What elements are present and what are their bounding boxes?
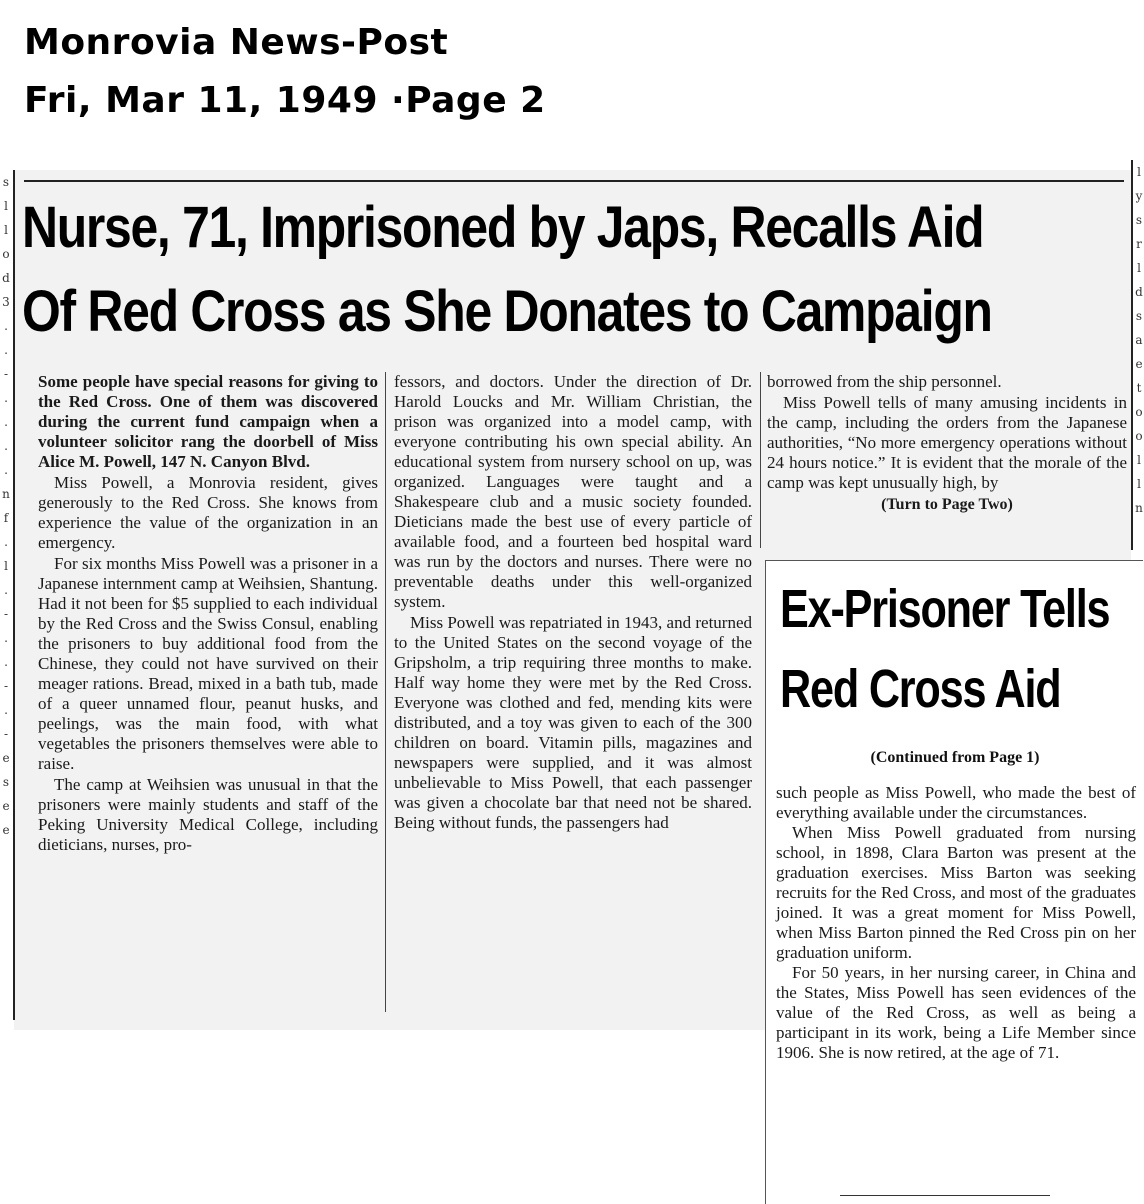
newspaper-name: Monrovia News-Post <box>24 22 449 63</box>
headline-line-2: Of Red Cross as She Donates to Campaign <box>22 279 992 344</box>
masthead <box>24 14 546 130</box>
column-divider <box>385 372 386 1012</box>
margin-fragment: f <box>3 511 9 525</box>
margin-fragment: - <box>3 679 9 693</box>
margin-fragment: n <box>2 487 10 501</box>
paragraph: For 50 years, in her nursing career, in China and the States, Miss Powell has seen evidences of the value of the Red Cross, as well as being a participant in its work, being a Life Member since 1906. She is now retired, at the age of 71. <box>776 963 1136 1062</box>
margin-fragment: . <box>4 535 8 549</box>
paragraph: Miss Powell was repatriated in 1943, and returned to the United States on the second voyage of the Gripsholm, a trip requiring three months to make. Half way home they were met by the Red Cross. Everyone was clothed and fed, mending kits were distributed, and a toy was given to each of the 300 children on board. Vitamin pills, magazines and newspapers were supplied, and it was almost unbelievable to Miss Powell, that each passenger was given a chocolate bar that need not be shared. Being without funds, the passengers had <box>394 613 752 832</box>
article-column-3 <box>767 372 1127 515</box>
continued-from-label: (Continued from Page 1) <box>870 749 1040 766</box>
continuation-headline-line-1: Ex-Prisoner Tells <box>780 579 1110 639</box>
continuation-headline-line-2: Red Cross Aid <box>780 659 1061 719</box>
margin-fragment: s <box>2 175 10 189</box>
margin-fragment: n <box>1135 501 1143 515</box>
margin-fragment: r <box>1136 237 1142 251</box>
left-margin-fragments <box>0 170 12 1020</box>
paragraph: such people as Miss Powell, who made the best of everything available under the circumstances. <box>776 783 1136 822</box>
margin-fragment: 3 <box>2 295 10 309</box>
margin-fragment: - <box>3 727 9 741</box>
left-column-rule <box>13 170 15 1020</box>
paragraph: The camp at Weihsien was unusual in that the prisoners were mainly students and staff of the Peking University Medical College, including dieticians, nurses, pro- <box>38 775 378 854</box>
lead-paragraph: Some people have special reasons for giving to the Red Cross. One of them was discovered during the current fund campaign when a volunteer solicitor rang the doorbell of Miss Alice M. Powell, 147 N. Canyon Blvd. <box>38 372 378 471</box>
end-rule <box>840 1195 1050 1196</box>
margin-fragment: l <box>4 559 8 573</box>
margin-fragment: o <box>1135 405 1143 419</box>
margin-fragment: o <box>1135 429 1143 443</box>
margin-fragment: - <box>3 367 9 381</box>
paragraph: When Miss Powell graduated from nursing school, in 1898, Clara Barton was present at the graduation exercises. Miss Barton was seeking recruits for the Red Cross, and most of the graduates joined. It was a great moment for Miss Powell, when Miss Barton pinned the Red Cross pin on her graduation uniform. <box>776 823 1136 962</box>
margin-fragment: y <box>1135 189 1143 203</box>
margin-fragment: . <box>4 655 8 669</box>
margin-fragment: . <box>4 319 8 333</box>
margin-fragment: s <box>1135 309 1143 323</box>
margin-fragment: o <box>2 247 10 261</box>
article-headline <box>22 186 1127 354</box>
margin-fragment: . <box>4 415 8 429</box>
margin-fragment: . <box>4 391 8 405</box>
margin-fragment: . <box>4 343 8 357</box>
right-column-rule <box>1131 160 1133 550</box>
margin-fragment: l <box>1137 165 1141 179</box>
paragraph: Miss Powell, a Monrovia resident, gives generously to the Red Cross. She knows from experience the value of the organization in an emergency. <box>38 473 378 552</box>
margin-fragment: - <box>3 607 9 621</box>
column-divider <box>760 372 761 548</box>
margin-fragment: t <box>1136 381 1142 395</box>
right-margin-fragments <box>1134 160 1144 540</box>
margin-fragment: s <box>1135 213 1143 227</box>
paragraph: borrowed from the ship personnel. <box>767 372 1002 391</box>
continuation-article <box>765 560 1143 1204</box>
margin-fragment: . <box>4 583 8 597</box>
margin-fragment: l <box>4 223 8 237</box>
article-column-2 <box>394 372 752 834</box>
margin-fragment: e <box>2 823 10 837</box>
publication-date: Fri, Mar 11, 1949 ·Page 2 <box>24 80 546 121</box>
margin-fragment: . <box>4 463 8 477</box>
margin-fragment: e <box>2 751 10 765</box>
paragraph: Miss Powell tells of many amusing incidents in the camp, including the orders from the Japanese authorities, “No more emergency operations without 24 hours notice.” It is evident that the morale of the camp was kept unusually high, by <box>767 393 1127 492</box>
margin-fragment: d <box>2 271 10 285</box>
jump-line: (Turn to Page Two) <box>881 496 1013 513</box>
margin-fragment: l <box>1137 477 1141 491</box>
paragraph: For six months Miss Powell was a prisoner in a Japanese internment camp at Weihsien, Shantung. Had it not been for $5 supplied to each individual by the Red Cross and the Swiss Consul, enabling the prisoners to buy additional food from the Chinese, they could not have survived on their meager rations. Bread, mixed in a bath tub, made of a queer unnamed flour, peanut husks, and peelings, was the main food, with what vegetables the prisoners themselves were able to raise. <box>38 554 378 773</box>
headline-line-1: Nurse, 71, Imprisoned by Japs, Recalls Aid <box>22 195 984 260</box>
margin-fragment: l <box>1137 261 1141 275</box>
margin-fragment: s <box>2 775 10 789</box>
margin-fragment: . <box>4 703 8 717</box>
margin-fragment: a <box>1135 333 1143 347</box>
margin-fragment: l <box>1137 453 1141 467</box>
headline-top-rule <box>24 180 1124 182</box>
margin-fragment: l <box>4 199 8 213</box>
margin-fragment: e <box>1135 357 1143 371</box>
continuation-body <box>776 783 1136 1063</box>
margin-fragment: e <box>2 799 10 813</box>
article-column-1 <box>38 372 378 856</box>
margin-fragment: . <box>4 439 8 453</box>
margin-fragment: . <box>4 631 8 645</box>
margin-fragment: d <box>1135 285 1143 299</box>
paragraph: fessors, and doctors. Under the direction of Dr. Harold Loucks and Mr. William Christian, the prison was organized into a model camp, with everyone contributing his own special ability. An educational system from nursery school on up, was organized. Languages were taught and a Shakespeare club and a music society founded. Dieticians made the best use of every particle of available food, and a fourteen bed hospital ward was run by the doctors and nurses. There were no preventable deaths under this well-organized system. <box>394 372 752 611</box>
continuation-headline <box>780 569 1140 729</box>
